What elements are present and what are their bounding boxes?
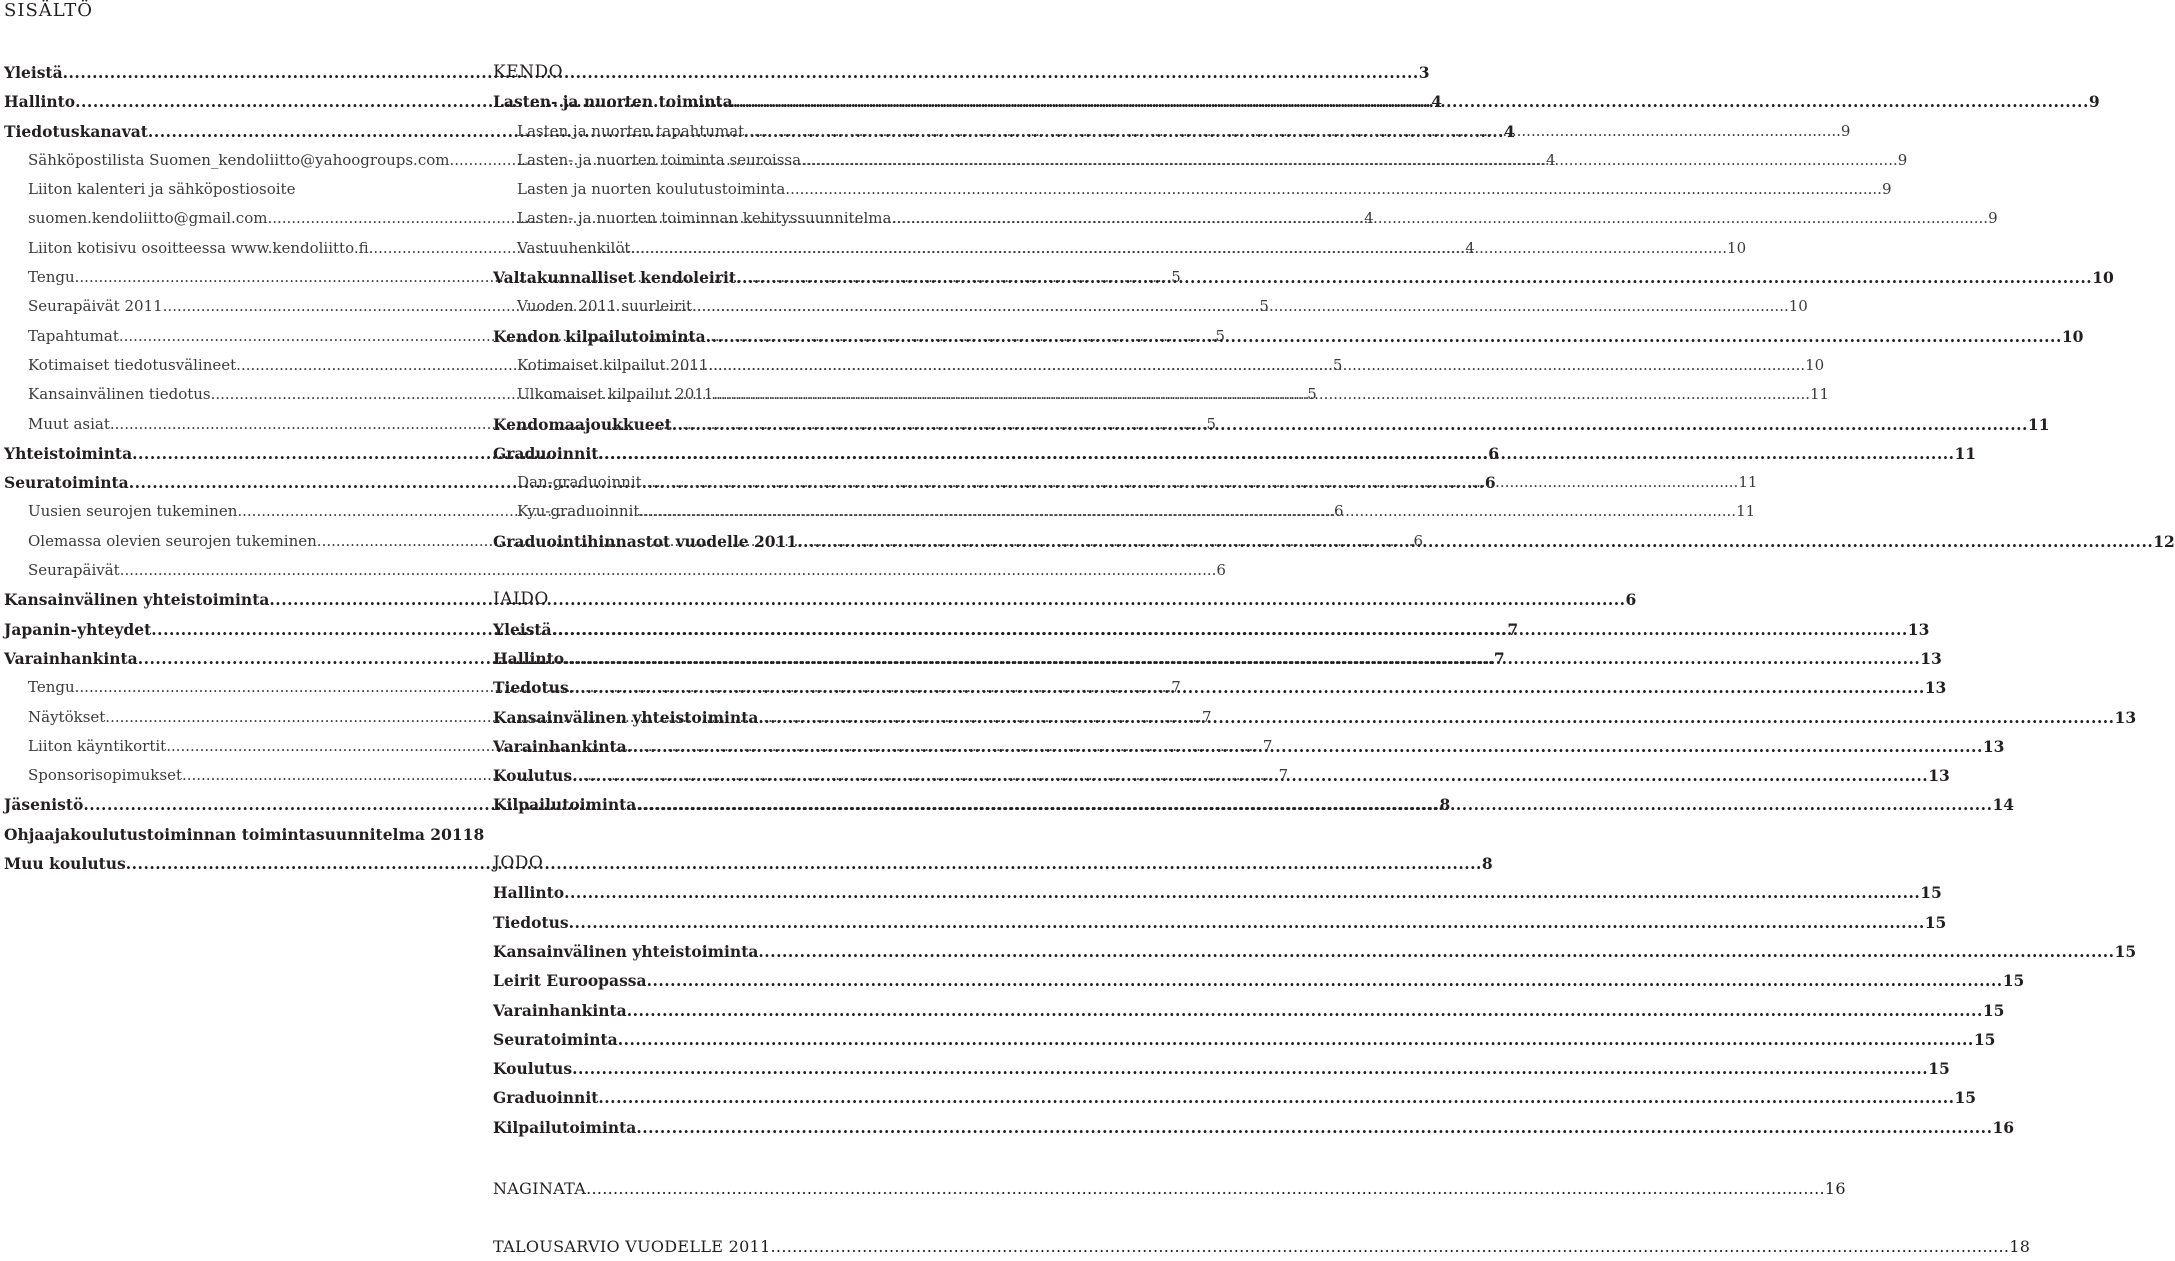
toc-entry-page: 8	[473, 824, 485, 844]
dot-leader	[569, 673, 1925, 702]
toc-entry-title: Kansainvälinen yhteistoiminta	[4, 590, 270, 610]
dot-leader	[598, 439, 1954, 468]
toc-entry-page: 8	[1481, 854, 1493, 874]
toc-entry	[493, 878, 1942, 907]
dot-leader	[672, 410, 2028, 439]
toc-entry-page: 11	[1736, 502, 1756, 521]
dot-leader	[569, 908, 1925, 937]
dot-leader	[630, 234, 1727, 263]
toc-entry-page: 13	[1982, 736, 2005, 756]
dot-leader	[642, 468, 1739, 497]
toc-entry-page: 6	[1484, 473, 1496, 493]
dot-leader	[627, 996, 1983, 1025]
toc-entry-title: Uusien seurojen tukeminen	[28, 502, 238, 521]
toc-entry-title: Tengu	[28, 268, 75, 287]
toc-entry-title: Hallinto	[4, 92, 76, 112]
toc-entry-page: 10	[1788, 297, 1808, 316]
dot-leader	[647, 966, 2003, 995]
toc-subentry	[493, 351, 1825, 380]
toc-entry-page: 6	[1488, 443, 1500, 463]
section-heading: IAIDO	[493, 589, 549, 610]
toc-entry-title: Tiedotus	[493, 912, 569, 932]
toc-entry-page: 15	[1954, 1088, 1977, 1108]
toc-entry	[493, 1113, 2015, 1142]
toc-entry-page: 10	[1727, 238, 1747, 257]
toc-entry-page: 13	[2114, 707, 2137, 727]
toc-subentry	[493, 468, 1758, 497]
toc-subentry	[493, 234, 1747, 263]
dot-leader	[572, 1054, 1928, 1083]
toc-entry	[493, 908, 1947, 937]
toc-entry-title: TALOUSARVIO VUODELLE 2011	[493, 1237, 771, 1256]
toc-entry-title: Hallinto	[493, 883, 565, 903]
toc-entry-title: Seuratoiminta	[4, 473, 129, 493]
toc-entry-title: Kotimaiset kilpailut 2011	[517, 355, 709, 374]
toc-entry-title: Liiton kotisivu osoitteessa www.kendoliitto.fi	[28, 238, 369, 257]
toc-entry	[493, 87, 2100, 116]
toc-entry-page: 13	[1920, 648, 1942, 668]
toc-entry	[493, 527, 2175, 556]
toc-entry-title: Lasten- ja nuorten toiminta seuroissa	[517, 150, 802, 169]
toc-entry	[493, 996, 2005, 1025]
toc-entry	[493, 673, 1947, 702]
toc-entry-page: 15	[2002, 971, 2025, 991]
section-spacer	[493, 556, 958, 585]
toc-entry	[493, 1054, 1950, 1083]
toc-entry-title-line: Liiton kalenteri ja sähköpostiosoite	[28, 180, 296, 199]
toc-entry-title: Varainhankinta	[493, 1000, 627, 1020]
toc-entry-page: 8	[1439, 795, 1451, 815]
toc-entry-page: 10	[2092, 268, 2114, 288]
dot-leader	[801, 146, 1898, 175]
toc-entry-page: 10	[1805, 355, 1825, 374]
toc-entry	[493, 1083, 1977, 1112]
toc-entry-title: Ohjaajakoulutustoiminnan toimintasuunnitelma 2011	[4, 824, 474, 844]
toc-entry-page: 3	[1418, 63, 1430, 82]
toc-entry	[493, 703, 2137, 732]
toc-entry-page: 7	[1201, 707, 1212, 726]
toc-entry-title: Kotimaiset tiedotusvälineet	[28, 355, 237, 374]
dot-leader	[771, 1232, 2010, 1261]
toc-entry-title: Olemassa olevien seurojen tukeminen	[28, 531, 317, 550]
toc-entry-page: 6	[1334, 502, 1344, 521]
toc-entry-title: suomen.kendoliitto@gmail.com	[28, 209, 268, 228]
toc-entry-title: Liiton käyntikortit	[28, 736, 167, 755]
toc-entry-page: 9	[2088, 92, 2100, 112]
toc-entry	[4, 820, 485, 849]
toc-entry-page: 7	[1507, 619, 1519, 639]
toc-right-column	[493, 58, 2175, 1142]
toc-subentry	[4, 556, 1226, 585]
toc-entry-title: Vastuuhenkilöt	[517, 238, 631, 257]
dot-leader	[733, 87, 2089, 116]
toc-entry-page: 4	[1465, 238, 1475, 257]
toc-entry-title: Kilpailutoiminta	[493, 1117, 637, 1137]
toc-entry-title: Tengu	[28, 678, 75, 697]
toc-entry-title: Graduoinnit	[493, 1088, 599, 1108]
toc-entry-title: Lasten ja nuorten tapahtumat	[517, 121, 745, 140]
toc-entry-title: Sähköpostilista Suomen_kendoliitto@yahoogroups.com	[28, 150, 450, 169]
toc-entry-page: 16	[1824, 1179, 1846, 1198]
toc-entry-title: Ulkomaiset kilpailut 2011	[517, 385, 714, 404]
dot-leader	[636, 1113, 1992, 1142]
toc-entry-page: 4	[1546, 150, 1556, 169]
toc-entry-page: 14	[1992, 795, 2015, 815]
dot-leader	[639, 497, 1736, 526]
toc-entry-title: Vuoden 2011 suurleirit	[517, 297, 693, 316]
toc-entry-page: 15	[2114, 941, 2137, 961]
toc-entry-page: 4	[1364, 209, 1374, 228]
toc-entry-page: 4	[1504, 121, 1515, 141]
toc-entry-page: 5	[1332, 355, 1343, 374]
toc-entry-title: Sponsorisopimukset	[28, 766, 182, 785]
toc-entry-page: 9	[1988, 209, 1998, 228]
toc-entry	[493, 1025, 1996, 1054]
toc-entry-page: 6	[1413, 531, 1423, 550]
toc-subentry	[493, 292, 1808, 321]
toc-entry-title: Koulutus	[493, 766, 573, 786]
toc-entry-naginata	[493, 1174, 1846, 1203]
toc-entry-title: Kyu-graduoinnit	[517, 502, 640, 521]
toc-entry-title: Seurapäivät 2011	[28, 297, 163, 316]
section-heading: KENDO	[493, 62, 564, 82]
toc-entry-page: 15	[1973, 1029, 1996, 1049]
toc-entry-title: Tiedotus	[493, 678, 569, 698]
toc-entry-page: 12	[2153, 531, 2175, 551]
toc-entry-page: 9	[1840, 121, 1851, 140]
toc-entry-title: Lasten- ja nuorten toiminta	[493, 92, 733, 112]
section-heading: JODO	[493, 853, 544, 874]
toc-entry-title: Seuratoiminta	[493, 1029, 618, 1049]
dot-leader	[758, 937, 2114, 966]
dot-leader	[618, 1025, 1974, 1054]
dot-leader	[627, 732, 1983, 761]
toc-entry-title: Kansainvälinen yhteistoiminta	[493, 707, 759, 727]
toc-entry-talousarvio	[493, 1232, 2031, 1261]
toc-subentry	[493, 146, 1908, 175]
toc-entry-page: 11	[1738, 473, 1758, 492]
toc-entry-title: Valtakunnalliset kendoleirit	[493, 268, 737, 288]
dot-leader	[572, 761, 1928, 790]
toc-entry-page: 7	[1171, 678, 1181, 697]
toc-entry-page: 15	[1924, 912, 1947, 932]
toc-entry-title: NAGINATA	[493, 1179, 587, 1198]
toc-entry-title: Hallinto	[493, 648, 565, 668]
toc-entry-title: Kilpailutoiminta	[493, 795, 637, 815]
toc-entry-page: 4	[1431, 92, 1443, 112]
toc-entry-page: 16	[1992, 1117, 2015, 1137]
toc-entry	[493, 410, 2050, 439]
toc-entry	[493, 615, 1930, 644]
toc-entry-title: Muut asiat	[28, 414, 110, 433]
dot-leader	[797, 527, 2153, 556]
toc-entry-title: Dan-graduoinnit	[517, 473, 642, 492]
toc-entry-page: 15	[1982, 1000, 2005, 1020]
dot-leader	[692, 292, 1789, 321]
toc-entry-title: Muu koulutus	[4, 854, 126, 874]
dot-leader	[891, 204, 1988, 233]
toc-entry-title: Lasten- ja nuorten toiminnan kehityssuunnitelma	[517, 209, 892, 228]
dot-leader	[586, 1174, 1825, 1203]
toc-entry-page: 11	[2027, 414, 2050, 434]
toc-subentry	[493, 117, 1851, 146]
toc-entry-title: Yleistä	[4, 63, 63, 82]
toc-entry-page: 13	[1907, 619, 1930, 639]
toc-entry-title: Japanin-yhteydet	[4, 619, 152, 639]
toc-entry-title: Yleistä	[493, 619, 552, 639]
toc-entry	[493, 732, 2005, 761]
toc-entry-page: 11	[1954, 443, 1977, 463]
toc-entry	[493, 263, 2114, 292]
toc-entry-page: 15	[1920, 883, 1942, 903]
toc-entry-title: Varainhankinta	[493, 736, 627, 756]
toc-entry	[493, 937, 2137, 966]
toc-subentry	[493, 380, 1830, 409]
toc-entry-title: Kendomaajoukkueet	[493, 414, 672, 434]
toc-entry-page: 10	[2061, 326, 2084, 346]
toc-entry-title: Leirit Euroopassa	[493, 971, 647, 991]
toc-entry-title: Kansainvälinen tiedotus	[28, 385, 211, 404]
toc-entry-title: Kansainvälinen yhteistoiminta	[493, 941, 759, 961]
toc-entry	[493, 644, 1942, 673]
toc-entry-page: 15	[1928, 1059, 1950, 1079]
toc-entry-page: 5	[1307, 385, 1317, 404]
toc-entry-title: Koulutus	[493, 1059, 573, 1079]
dot-leader	[713, 380, 1810, 409]
toc-entry-title: Graduointihinnastot vuodelle 2011	[493, 531, 798, 551]
toc-entry-page: 11	[1810, 385, 1830, 404]
toc-entry	[493, 761, 1950, 790]
toc-entry-title: Jäsenistö	[4, 795, 84, 815]
section-spacer	[493, 820, 958, 849]
toc-entry-title: Kendon kilpailutoiminta	[493, 326, 706, 346]
toc-entry-page: 9	[1897, 150, 1908, 169]
toc-entry-title: Varainhankinta	[4, 648, 138, 668]
toc-entry	[493, 790, 2015, 819]
toc-entry-page: 7	[1493, 648, 1505, 668]
toc-entry-page: 5	[1215, 326, 1226, 345]
toc-entry-page: 5	[1206, 414, 1217, 433]
dot-leader	[758, 703, 2114, 732]
toc-entry-title: Lasten ja nuorten koulutustoiminta	[517, 180, 786, 199]
toc-entry-title: Tiedotuskanavat	[4, 121, 148, 141]
dot-leader	[706, 322, 2062, 351]
page-title: SISÄLTÖ	[4, 0, 94, 21]
dot-leader	[564, 878, 1920, 907]
toc-entry-page: 13	[1924, 678, 1947, 698]
dot-leader	[744, 117, 1841, 146]
toc-subentry	[493, 175, 1892, 204]
toc-entry-page: 6	[1216, 561, 1226, 580]
toc-entry-title: Graduoinnit	[493, 443, 599, 463]
toc-entry-page: 18	[2009, 1237, 2031, 1256]
dot-leader	[708, 351, 1805, 380]
toc-entry-page: 6	[1625, 590, 1637, 610]
toc-entry	[493, 966, 2025, 995]
dot-leader	[785, 175, 1882, 204]
toc-entry-page: 7	[1278, 766, 1289, 785]
dot-leader	[736, 263, 2092, 292]
dot-leader	[552, 615, 1908, 644]
dot-leader	[636, 790, 1992, 819]
dot-leader	[598, 1083, 1954, 1112]
dot-leader	[564, 644, 1920, 673]
toc-entry-page: 13	[1928, 766, 1950, 786]
toc-entry	[493, 322, 2084, 351]
toc-entry	[493, 439, 1977, 468]
toc-entry-title: Yhteistoiminta	[4, 443, 133, 463]
toc-entry-page: 7	[1262, 736, 1273, 755]
toc-entry-page: 5	[1259, 297, 1269, 316]
toc-entry-title: Tapahtumat	[28, 326, 119, 345]
toc-entry-title: Näytökset	[28, 707, 106, 726]
toc-subentry	[493, 497, 1756, 526]
toc-entry-page: 5	[1171, 268, 1181, 287]
toc-entry-title: Seurapäivät	[28, 561, 120, 580]
toc-subentry	[493, 204, 1998, 233]
toc-entry-page: 9	[1881, 180, 1892, 199]
